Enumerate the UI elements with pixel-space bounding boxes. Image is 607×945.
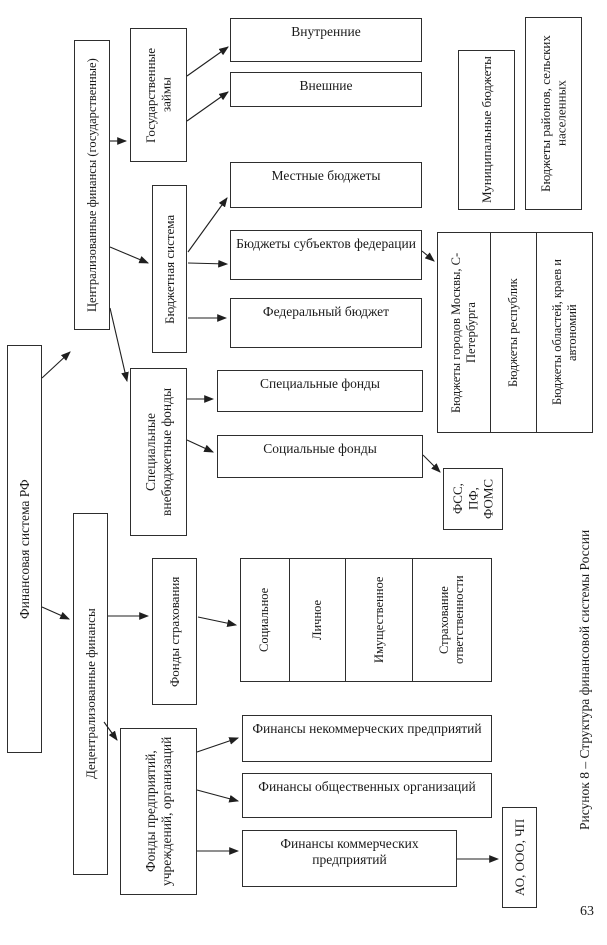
node-federal-budget [230,298,422,348]
table-insurance-types [240,558,492,682]
node-state-loans [130,28,187,162]
node-special-funds [217,370,423,412]
node-social-funds [217,435,423,478]
node-commercial-finances-label: Финансы коммерческих предприятий [280,836,419,868]
arrow-enterprise-to-noncommercial [197,738,238,752]
cell-property-insurance-label: Имущественное [371,576,386,664]
node-external-loans-label: Внешние [299,78,353,93]
node-special-offbudget-funds [130,368,187,536]
node-budget-system-label: Бюджетная система [161,214,177,324]
cell-republic-budgets [490,233,535,432]
node-noncommercial-finances [242,715,492,762]
node-commercial-finances [242,830,457,887]
arrow-loans-to-external [187,92,228,121]
node-special-offbudget-funds-label: Специальные внебюджетные фонды [142,387,174,517]
arrow-centralized-to-offbudget [110,308,127,381]
arrow-insurance-to-types-table [198,617,236,625]
node-federal-budget-label: Федеральный бюджет [262,304,390,319]
node-local-budgets [230,162,422,208]
node-district-budgets [525,17,582,210]
arrow-budget-to-local [188,198,227,252]
node-municipal-budgets [458,50,515,210]
figure-caption [570,495,600,865]
table-budget-levels [437,232,593,433]
node-fss-pf-foms [443,468,503,530]
cell-region-budgets-label: Бюджеты областей, краев и автономий [549,259,579,406]
node-financial-system-rf-label: Финансовая система РФ [16,479,32,619]
node-subject-budgets-label: Бюджеты субъектов федерации [236,236,416,251]
node-local-budgets-label: Местные бюджеты [271,168,381,183]
node-internal-loans [230,18,422,62]
node-budget-system [152,185,187,353]
page-number [570,898,604,926]
node-public-org-finances-label: Финансы общественных организаций [258,779,476,794]
node-decentralized-finances [73,513,108,875]
node-centralized-finances-label: Централизованные финансы (государственные) [84,58,99,312]
arrow-loans-to-internal [187,47,228,76]
node-state-loans-label: Государственные займы [143,47,174,143]
arrow-offbudget-to-social [187,440,213,452]
node-external-loans [230,72,422,107]
node-public-org-finances [242,773,492,818]
node-social-funds-label: Социальные фонды [263,441,377,456]
node-insurance-funds [152,558,197,705]
node-ao-ooo-chp [502,807,537,908]
cell-personal-insurance-label: Личное [310,599,325,641]
cell-social-insurance [241,559,289,681]
node-enterprise-funds-label: Фонды предприятий, учреждений, организаций [142,736,174,887]
figure-caption-label: Рисунок 8 – Структура финансовой системы России [577,529,593,831]
node-ao-ooo-chp-label: АО, ООО, ЧП [511,818,527,897]
arrow-centralized-to-budget-system [110,247,148,263]
node-internal-loans-label: Внутренние [291,24,361,39]
node-subject-budgets [230,230,422,280]
arrow-enterprise-to-public [197,790,238,801]
arrow-root-to-centralized [42,352,70,378]
cell-moscow-spb-budgets [438,233,490,432]
arrow-budget-to-subjects [188,263,227,264]
page-number-label: 63 [580,904,594,919]
node-insurance-funds-label: Фонды страхования [166,576,182,687]
cell-republic-budgets-label: Бюджеты республик [506,278,521,387]
node-district-budgets-label: Бюджеты районов, сельских населенных [538,35,569,192]
arrow-social-to-fss [423,455,440,472]
node-enterprise-funds [120,728,197,895]
cell-personal-insurance [289,559,346,681]
node-fss-pf-foms-label: ФСС, ПФ, ФОМС [450,478,496,520]
node-special-funds-label: Специальные фонды [260,376,380,391]
cell-property-insurance [345,559,411,681]
cell-region-budgets [536,233,592,432]
node-financial-system-rf [7,345,42,753]
node-decentralized-finances-label: Децентрализованные финансы [82,608,98,780]
arrow-root-to-decentralized [42,607,69,619]
node-municipal-budgets-label: Муниципальные бюджеты [478,56,494,204]
cell-moscow-spb-budgets-label: Бюджеты городов Москвы, С- Петербурга [449,252,479,413]
cell-social-insurance-label: Социальное [257,587,272,653]
node-centralized-finances [74,40,110,330]
arrow-subjects-to-levels-table [422,251,434,261]
cell-liability-insurance [412,559,491,681]
cell-liability-insurance-label: Страхование ответственности [437,575,466,665]
node-noncommercial-finances-label: Финансы некоммерческих предприятий [252,721,482,736]
